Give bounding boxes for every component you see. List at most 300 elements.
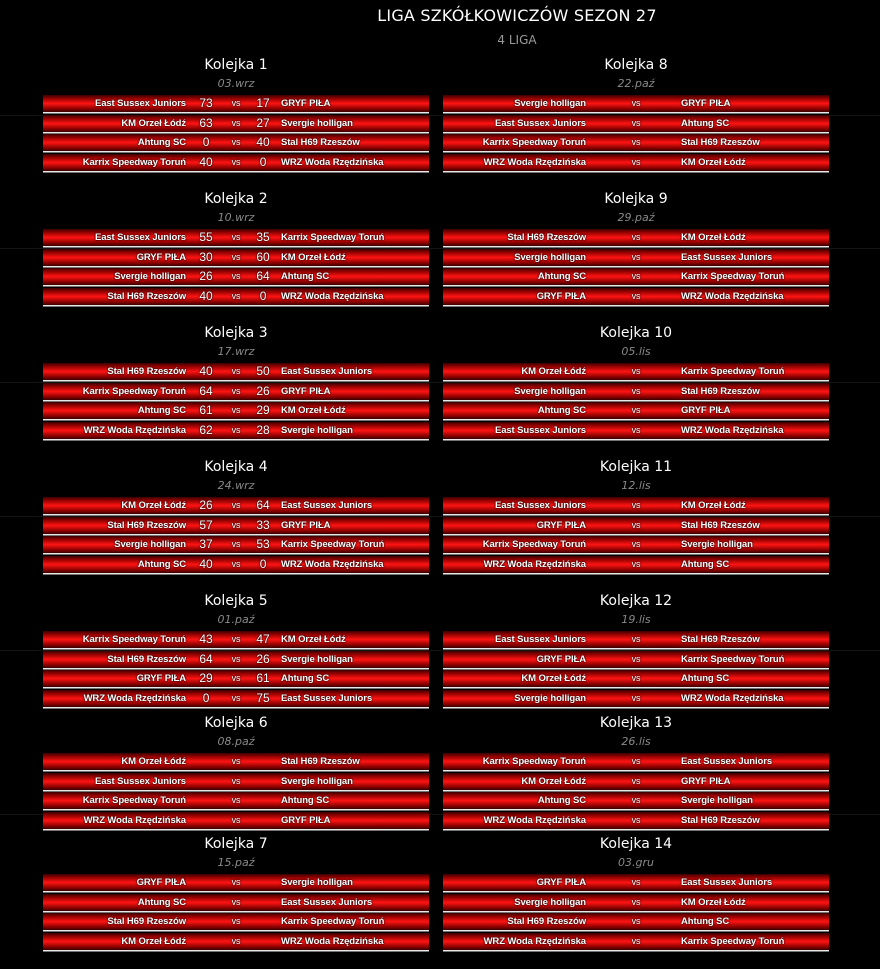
vs-label: vs <box>631 692 641 703</box>
match-row[interactable] <box>43 422 429 439</box>
away-team: Stal H69 Rzeszów <box>681 385 760 397</box>
home-team: WRZ Woda Rzędzińska <box>483 156 586 168</box>
vs-label: vs <box>231 795 241 806</box>
round-date: 22.paź <box>617 77 655 90</box>
away-score: 0 <box>259 556 267 571</box>
home-team: Ahtung SC <box>137 896 186 908</box>
home-team: GRYF PIŁA <box>536 290 586 302</box>
away-team: East Sussex Juniors <box>281 896 373 908</box>
league-subtitle: 4 LIGA <box>497 33 537 47</box>
away-team: Stal H69 Rzeszów <box>281 756 360 767</box>
away-team: Ahtung SC <box>681 916 730 928</box>
round-title: Kolejka 3 <box>204 325 268 341</box>
round-date: 03.wrz <box>217 77 255 90</box>
away-score: 28 <box>256 422 270 437</box>
away-team: Svergie holligan <box>281 775 353 787</box>
away-team: KM Orzeł Łódź <box>681 500 746 511</box>
vs-label: vs <box>231 756 241 766</box>
round-block <box>443 455 829 573</box>
away-score: 75 <box>256 690 270 705</box>
home-team: Karrix Speedway Toruń <box>82 634 186 645</box>
vs-label: vs <box>231 653 241 664</box>
match-list <box>443 874 829 950</box>
round-date: 12.lis <box>621 479 651 492</box>
away-team: GRYF PIŁA <box>281 385 331 397</box>
match-row[interactable] <box>443 383 829 400</box>
match-row[interactable] <box>443 874 829 891</box>
round-date: 29.paź <box>617 211 655 224</box>
round-title: Kolejka 14 <box>599 836 673 852</box>
round-title: Kolejka 1 <box>204 57 268 73</box>
match-row[interactable] <box>43 249 429 266</box>
away-team: Ahtung SC <box>281 673 330 685</box>
vs-label: vs <box>231 916 241 927</box>
vs-label: vs <box>231 500 241 510</box>
match-row[interactable] <box>43 631 429 648</box>
vs-label: vs <box>231 558 241 569</box>
match-row[interactable] <box>43 792 429 809</box>
match-row[interactable] <box>43 812 429 829</box>
round-title: Kolejka 10 <box>599 325 673 341</box>
vs-label: vs <box>631 385 641 396</box>
home-score: 40 <box>199 154 213 169</box>
away-team: Stal H69 Rzeszów <box>681 634 760 645</box>
match-row[interactable] <box>443 913 829 930</box>
match-row[interactable] <box>443 268 829 285</box>
match-list <box>43 363 429 439</box>
round-date: 08.paź <box>217 735 255 748</box>
home-team: KM Orzeł Łódź <box>121 756 186 767</box>
match-row[interactable] <box>443 894 829 911</box>
home-team: Svergie holligan <box>514 98 586 109</box>
home-team: GRYF PIŁA <box>136 877 186 888</box>
round-title: Kolejka 5 <box>204 593 268 609</box>
home-team: Ahtung SC <box>137 137 186 149</box>
away-team: Karrix Speedway Toruń <box>681 935 785 947</box>
away-team: Svergie holligan <box>281 877 353 888</box>
home-score: 64 <box>199 651 213 666</box>
match-list <box>43 497 429 573</box>
round-title: Kolejka 12 <box>599 593 673 609</box>
vs-label: vs <box>631 519 641 530</box>
vs-label: vs <box>231 290 241 301</box>
home-team: Ahtung SC <box>537 405 586 417</box>
away-team: Karrix Speedway Toruń <box>681 653 785 665</box>
home-score: 26 <box>199 498 213 512</box>
vs-label: vs <box>231 251 241 262</box>
vs-label: vs <box>231 692 241 703</box>
away-team: KM Orzeł Łódź <box>281 405 346 417</box>
match-row[interactable] <box>43 229 429 246</box>
match-list <box>443 95 829 171</box>
round-title: Kolejka 6 <box>204 715 268 731</box>
away-team: Svergie holligan <box>281 653 353 665</box>
away-score: 26 <box>256 651 270 666</box>
home-team: Karrix Speedway Toruń <box>482 137 586 149</box>
round-block <box>443 711 829 829</box>
match-list <box>443 497 829 573</box>
away-team: KM Orzeł Łódź <box>681 156 746 168</box>
round-block <box>443 589 829 707</box>
vs-label: vs <box>631 251 641 262</box>
vs-label: vs <box>231 117 241 128</box>
away-team: Svergie holligan <box>681 795 753 807</box>
match-row[interactable] <box>443 651 829 668</box>
home-team: Ahtung SC <box>537 795 586 807</box>
round-date: 19.lis <box>621 613 651 626</box>
match-row[interactable] <box>43 288 429 305</box>
match-row[interactable] <box>43 536 429 553</box>
away-team: Svergie holligan <box>281 117 353 129</box>
away-score: 0 <box>259 154 267 169</box>
vs-label: vs <box>631 634 641 644</box>
away-score: 35 <box>256 230 270 244</box>
vs-label: vs <box>231 775 241 786</box>
vs-label: vs <box>231 634 241 644</box>
away-score: 47 <box>256 632 270 646</box>
match-row[interactable] <box>443 249 829 266</box>
match-row[interactable] <box>43 383 429 400</box>
match-row[interactable] <box>43 95 429 112</box>
home-team: GRYF PIŁA <box>136 673 186 685</box>
match-row[interactable] <box>43 517 429 534</box>
away-team: East Sussex Juniors <box>681 251 773 263</box>
vs-label: vs <box>631 271 641 282</box>
home-team: East Sussex Juniors <box>94 98 186 109</box>
match-row[interactable] <box>443 773 829 790</box>
away-team: Ahtung SC <box>681 673 730 685</box>
match-row[interactable] <box>43 670 429 687</box>
match-row[interactable] <box>443 402 829 419</box>
away-team: KM Orzeł Łódź <box>681 232 746 243</box>
match-row[interactable] <box>43 894 429 911</box>
home-team: Stal H69 Rzeszów <box>107 916 186 928</box>
match-row[interactable] <box>443 517 829 534</box>
match-list <box>43 95 429 171</box>
away-team: GRYF PIŁA <box>681 405 731 417</box>
home-team: East Sussex Juniors <box>94 232 186 243</box>
round-title: Kolejka 2 <box>204 191 268 207</box>
home-score: 29 <box>199 671 213 686</box>
away-team: GRYF PIŁA <box>681 98 731 109</box>
round-block <box>43 832 429 950</box>
home-team: Karrix Speedway Toruń <box>82 795 186 807</box>
away-team: Karrix Speedway Toruń <box>281 539 385 551</box>
away-score: 53 <box>256 537 270 552</box>
round-title: Kolejka 11 <box>599 459 673 475</box>
match-row[interactable] <box>443 933 829 950</box>
match-row[interactable] <box>43 753 429 770</box>
home-team: Stal H69 Rzeszów <box>507 232 586 243</box>
away-team: Svergie holligan <box>281 424 353 436</box>
home-team: KM Orzeł Łódź <box>121 935 186 947</box>
match-row[interactable] <box>43 773 429 790</box>
round-block <box>443 187 829 305</box>
home-team: KM Orzeł Łódź <box>121 500 186 511</box>
vs-label: vs <box>231 519 241 530</box>
vs-label: vs <box>631 896 641 907</box>
vs-label: vs <box>631 290 641 301</box>
match-row[interactable] <box>43 913 429 930</box>
away-score: 60 <box>256 249 270 264</box>
vs-label: vs <box>231 98 241 108</box>
home-team: Svergie holligan <box>514 251 586 263</box>
match-list <box>443 631 829 707</box>
match-row[interactable] <box>443 288 829 305</box>
away-team: Ahtung SC <box>681 117 730 129</box>
vs-label: vs <box>231 232 241 242</box>
home-team: Karrix Speedway Toruń <box>482 756 586 767</box>
away-team: East Sussex Juniors <box>681 756 773 767</box>
match-row[interactable] <box>443 536 829 553</box>
home-team: KM Orzeł Łódź <box>121 117 186 129</box>
vs-label: vs <box>231 424 241 435</box>
home-team: Svergie holligan <box>514 896 586 908</box>
home-team: Svergie holligan <box>514 692 586 704</box>
round-date: 26.lis <box>621 735 651 748</box>
match-row[interactable] <box>443 115 829 132</box>
home-team: WRZ Woda Rzędzińska <box>483 814 586 826</box>
home-team: East Sussex Juniors <box>494 424 586 436</box>
home-team: Karrix Speedway Toruń <box>82 385 186 397</box>
home-team: WRZ Woda Rzędzińska <box>483 935 586 947</box>
home-team: WRZ Woda Rzędzińska <box>83 424 186 436</box>
match-row[interactable] <box>43 556 429 573</box>
home-team: East Sussex Juniors <box>94 775 186 787</box>
match-row[interactable] <box>443 229 829 246</box>
away-team: Karrix Speedway Toruń <box>681 366 785 377</box>
home-team: GRYF PIŁA <box>536 653 586 665</box>
away-team: East Sussex Juniors <box>281 692 373 704</box>
away-team: WRZ Woda Rzędzińska <box>281 558 384 570</box>
vs-label: vs <box>231 814 241 825</box>
vs-label: vs <box>631 232 641 242</box>
vs-label: vs <box>631 500 641 510</box>
vs-label: vs <box>631 916 641 927</box>
home-team: East Sussex Juniors <box>494 500 586 511</box>
away-team: Ahtung SC <box>281 795 330 807</box>
vs-label: vs <box>631 877 641 887</box>
home-team: Stal H69 Rzeszów <box>107 366 186 377</box>
away-team: GRYF PIŁA <box>281 519 331 531</box>
away-score: 50 <box>256 364 270 378</box>
match-row[interactable] <box>443 134 829 151</box>
vs-label: vs <box>231 385 241 396</box>
away-team: KM Orzeł Łódź <box>281 251 346 263</box>
away-team: Karrix Speedway Toruń <box>681 271 785 283</box>
match-row[interactable] <box>443 812 829 829</box>
home-team: WRZ Woda Rzędzińska <box>83 692 186 704</box>
away-team: WRZ Woda Rzędzińska <box>281 156 384 168</box>
home-team: East Sussex Juniors <box>494 634 586 645</box>
match-row[interactable] <box>443 690 829 707</box>
vs-label: vs <box>631 775 641 786</box>
match-row[interactable] <box>43 134 429 151</box>
vs-label: vs <box>231 156 241 167</box>
vs-label: vs <box>631 156 641 167</box>
home-team: GRYF PIŁA <box>536 519 586 531</box>
match-row[interactable] <box>43 874 429 891</box>
match-row[interactable] <box>443 631 829 648</box>
match-row[interactable] <box>443 792 829 809</box>
away-score: 0 <box>259 288 267 303</box>
away-score: 61 <box>256 671 270 686</box>
away-team: Karrix Speedway Toruń <box>281 916 385 928</box>
away-score: 29 <box>256 403 270 418</box>
match-row[interactable] <box>443 95 829 112</box>
home-team: GRYF PIŁA <box>536 877 586 888</box>
vs-label: vs <box>631 756 641 766</box>
home-score: 61 <box>199 403 213 418</box>
round-date: 03.gru <box>618 856 654 869</box>
vs-label: vs <box>231 271 241 282</box>
round-title: Kolejka 7 <box>204 836 268 852</box>
home-score: 73 <box>199 96 213 110</box>
home-score: 0 <box>202 690 210 705</box>
vs-label: vs <box>631 424 641 435</box>
round-date: 24.wrz <box>217 479 255 492</box>
away-score: 64 <box>256 498 270 512</box>
home-team: KM Orzeł Łódź <box>521 366 586 377</box>
vs-label: vs <box>231 877 241 887</box>
match-row[interactable] <box>43 933 429 950</box>
vs-label: vs <box>631 117 641 128</box>
home-score: 37 <box>199 537 213 552</box>
round-title: Kolejka 13 <box>599 715 673 731</box>
vs-label: vs <box>231 935 241 946</box>
away-team: KM Orzeł Łódź <box>681 896 746 908</box>
vs-label: vs <box>631 558 641 569</box>
away-team: Stal H69 Rzeszów <box>681 519 760 531</box>
away-score: 27 <box>256 115 270 130</box>
home-team: Svergie holligan <box>514 385 586 397</box>
round-block <box>443 53 829 171</box>
away-team: Stal H69 Rzeszów <box>681 814 760 826</box>
home-team: KM Orzeł Łódź <box>521 673 586 685</box>
vs-label: vs <box>631 935 641 946</box>
home-score: 40 <box>199 288 213 303</box>
home-score: 62 <box>199 422 213 437</box>
match-list <box>43 631 429 707</box>
vs-label: vs <box>231 673 241 684</box>
away-team: Stal H69 Rzeszów <box>681 137 760 149</box>
match-row[interactable] <box>43 268 429 285</box>
vs-label: vs <box>231 896 241 907</box>
round-title: Kolejka 9 <box>604 191 668 207</box>
home-team: Stal H69 Rzeszów <box>507 916 586 928</box>
away-score: 26 <box>256 383 270 398</box>
match-row[interactable] <box>443 154 829 171</box>
vs-label: vs <box>631 137 641 148</box>
round-block <box>43 53 429 171</box>
match-list <box>443 753 829 829</box>
home-team: WRZ Woda Rzędzińska <box>83 814 186 826</box>
vs-label: vs <box>631 795 641 806</box>
away-team: Svergie holligan <box>681 539 753 551</box>
vs-label: vs <box>631 653 641 664</box>
round-block <box>443 832 829 950</box>
home-score: 43 <box>199 632 213 646</box>
match-list <box>443 363 829 439</box>
away-team: GRYF PIŁA <box>681 775 731 787</box>
home-team: Svergie holligan <box>114 539 186 551</box>
home-team: WRZ Woda Rzędzińska <box>483 558 586 570</box>
away-score: 33 <box>256 517 270 532</box>
match-row[interactable] <box>43 363 429 380</box>
match-row[interactable] <box>443 422 829 439</box>
home-score: 63 <box>199 115 213 130</box>
page-title: LIGA SZKÓŁKOWICZÓW SEZON 27 <box>377 6 657 25</box>
home-score: 40 <box>199 556 213 571</box>
match-list <box>43 874 429 950</box>
away-team: GRYF PIŁA <box>281 814 331 826</box>
round-date: 15.paź <box>217 856 255 869</box>
round-date: 05.lis <box>621 345 651 358</box>
round-block <box>43 589 429 707</box>
home-score: 64 <box>199 383 213 398</box>
home-team: Svergie holligan <box>114 271 186 283</box>
home-team: East Sussex Juniors <box>494 117 586 129</box>
match-row[interactable] <box>443 556 829 573</box>
away-team: East Sussex Juniors <box>681 877 773 888</box>
match-list <box>43 229 429 305</box>
vs-label: vs <box>231 137 241 148</box>
vs-label: vs <box>631 814 641 825</box>
match-row[interactable] <box>43 497 429 514</box>
home-team: Ahtung SC <box>137 405 186 417</box>
away-team: East Sussex Juniors <box>281 500 373 511</box>
home-team: Ahtung SC <box>537 271 586 283</box>
home-team: Karrix Speedway Toruń <box>82 156 186 168</box>
match-list <box>43 753 429 829</box>
match-row[interactable] <box>443 753 829 770</box>
round-date: 10.wrz <box>217 211 255 224</box>
away-score: 17 <box>256 96 270 110</box>
away-team: GRYF PIŁA <box>281 98 331 109</box>
round-block <box>43 187 429 305</box>
away-score: 40 <box>256 135 270 150</box>
match-row[interactable] <box>443 497 829 514</box>
away-team: WRZ Woda Rzędzińska <box>681 424 784 436</box>
home-score: 57 <box>199 517 213 532</box>
round-block <box>443 321 829 439</box>
away-team: Ahtung SC <box>681 558 730 570</box>
round-block <box>43 321 429 439</box>
home-team: KM Orzeł Łódź <box>521 775 586 787</box>
match-row[interactable] <box>43 115 429 132</box>
vs-label: vs <box>231 366 241 376</box>
match-row[interactable] <box>43 154 429 171</box>
vs-label: vs <box>631 539 641 550</box>
vs-label: vs <box>631 98 641 108</box>
vs-label: vs <box>631 405 641 416</box>
match-row[interactable] <box>443 363 829 380</box>
match-row[interactable] <box>43 402 429 419</box>
away-team: WRZ Woda Rzędzińska <box>681 290 784 302</box>
home-score: 40 <box>199 364 213 378</box>
home-score: 0 <box>202 135 210 150</box>
round-date: 01.paź <box>217 613 255 626</box>
match-list <box>443 229 829 305</box>
away-team: KM Orzeł Łódź <box>281 634 346 645</box>
home-team: GRYF PIŁA <box>136 251 186 263</box>
away-team: WRZ Woda Rzędzińska <box>281 290 384 302</box>
match-row[interactable] <box>43 690 429 707</box>
match-row[interactable] <box>443 670 829 687</box>
match-row[interactable] <box>43 651 429 668</box>
away-team: WRZ Woda Rzędzińska <box>281 935 384 947</box>
home-score: 26 <box>199 269 213 284</box>
